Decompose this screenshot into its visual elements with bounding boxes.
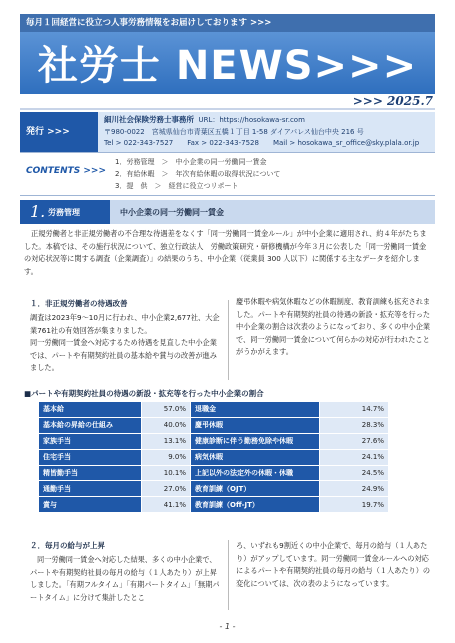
contents-box	[20, 152, 435, 196]
section-number-block	[20, 200, 110, 224]
section-number: 1.	[30, 202, 46, 221]
table-row	[39, 449, 389, 465]
table-row	[39, 402, 389, 418]
table-row	[39, 433, 389, 449]
table-label: 基本給の昇給の仕組み	[39, 417, 142, 433]
table-row	[39, 481, 389, 497]
publisher-info	[104, 114, 419, 150]
office-address: 〒980-0022 宮城県仙台市青葉区五橋１丁目 1-58 ダイアパレス仙台中央 216 号	[104, 127, 364, 136]
contents-item: 1．労務管理 ＞ 中小企業の同一労働同一賃金	[115, 158, 267, 166]
intro-paragraph: 正規労働者と非正規労働者の不合理な待遇差をなくす「同一労働同一賃金ルール」が中小企業に適用され、約４年がたちました。本稿では、その施行状況について、独立行政法人 労働政策研究・研修機構が今年３月に公表した「同一労働同一賃金の対応状況等に関する調査（企業調査）」の結果のうち、中小企業（従業員 300 人以下）に関係する主なデータを紹介します。	[24, 229, 427, 276]
table-label: 住宅手当	[39, 449, 142, 465]
section-header	[20, 200, 435, 224]
table-row	[39, 465, 389, 481]
table-value: 27.6%	[320, 433, 389, 449]
table-label: 病気休暇	[191, 449, 320, 465]
table-value: 9.0%	[142, 449, 191, 465]
table-value: 24.5%	[320, 465, 389, 481]
section-title: 中小企業の同一労働同一賃金	[120, 208, 224, 217]
table-label: 基本給	[39, 402, 142, 418]
contents-list	[115, 156, 280, 192]
table-value: 14.7%	[320, 402, 389, 418]
table-label: 賞与	[39, 497, 142, 513]
office-url[interactable]: URL：https://hosokawa-sr.com	[198, 116, 305, 124]
table-value: 10.1%	[142, 465, 191, 481]
contents-item: 2．有給休暇 ＞ 年次有給休暇の取得状況について	[115, 170, 281, 178]
table-label: 教育訓練（OJT）	[191, 481, 320, 497]
table-label: 退職金	[191, 402, 320, 418]
header-tagline: 毎月１回経営に役立つ人事労務情報をお届けしております >>>	[26, 18, 272, 28]
table-value: 40.0%	[142, 417, 191, 433]
table-value: 19.7%	[320, 497, 389, 513]
table-value: 13.1%	[142, 433, 191, 449]
title-band	[20, 32, 435, 94]
article2-left-text: 同一労働同一賃金へ対応した結果、多くの中小企業で、パートや有期契約社員の毎月の給与（１人あたり）が上昇しました。「有期フルタイム」「有期パートタイム」「無期パートタイム」に分けて集計したとこ	[30, 555, 220, 602]
column-divider	[228, 300, 229, 380]
column-divider	[228, 540, 229, 610]
table-row	[39, 417, 389, 433]
article1-right-text: 慶弔休暇や病気休暇などの休暇制度、教育訓練も拡充されました。パートや有期契約社員の待遇の新設・拡充等を行った中小企業の割合は次表のようになっており、多くの中小企業で、同一労働同一賃金について何らかの対応が行われたことがうかがえます。	[236, 297, 431, 357]
table-value: 41.1%	[142, 497, 191, 513]
newsletter-title: 社労士 NEWS>>>	[37, 43, 418, 89]
table-label: 家族手当	[39, 433, 142, 449]
table-label: 教育訓練（Off-JT）	[191, 497, 320, 513]
page-number: - 1 -	[219, 622, 236, 631]
table-title: ■パートや有期契約社員の待遇の新設・拡充等を行った中小企業の割合	[24, 389, 264, 398]
table-value: 24.1%	[320, 449, 389, 465]
table-label: 上記以外の法定外の休暇・休職	[191, 465, 320, 481]
table-label: 精皆勤手当	[39, 465, 142, 481]
article1-heading: １．非正規労働者の待遇改善	[30, 299, 128, 308]
contents-label: CONTENTS >>>	[26, 166, 106, 176]
publisher-box	[20, 112, 435, 152]
article2-right-text: ろ、いずれも9割近くの中小企業で、毎月の給与（１人あたり）がアップしています。同一労働同一賃金ルールへの対応によるパートや有期契約社員の毎月の給与（１人あたり）の変化については、次の表のようになっています。	[236, 541, 431, 588]
table-value: 24.9%	[320, 481, 389, 497]
article1-left-text: 調査は2023年9～10月に行われ、中小企業2,677社、大企業761社の有効回答が集まりました。 同一労働同一賃金へ対応するため待遇を見直した中小企業では、パートや有期契約社員の基本給や賞与の改善が進みました。	[30, 313, 220, 373]
issue-date: >>> 2025.7	[352, 94, 433, 108]
office-contact: Tel > 022-343-7527 Fax > 022-343-7528 Mail > hosokawa_sr_office@sky.plala.or.jp	[104, 139, 420, 147]
table-label: 慶弔休暇	[191, 417, 320, 433]
table-label: 通勤手当	[39, 481, 142, 497]
table-row	[39, 497, 389, 513]
section-category: 労務管理	[48, 208, 80, 217]
table-label: 健康診断に伴う勤務免除や休暇	[191, 433, 320, 449]
contents-item: 3．提 供 ＞ 経営に役立つリポート	[115, 182, 239, 190]
article2-heading: ２．毎月の給与が上昇	[30, 541, 105, 550]
header-tagline-band	[20, 14, 435, 32]
publisher-label: 発行 >>>	[20, 112, 98, 152]
table-value: 57.0%	[142, 402, 191, 418]
benefits-table	[38, 401, 389, 513]
table-value: 27.0%	[142, 481, 191, 497]
office-name: 細川社会保険労務士事務所	[104, 115, 194, 124]
table-value: 28.3%	[320, 417, 389, 433]
